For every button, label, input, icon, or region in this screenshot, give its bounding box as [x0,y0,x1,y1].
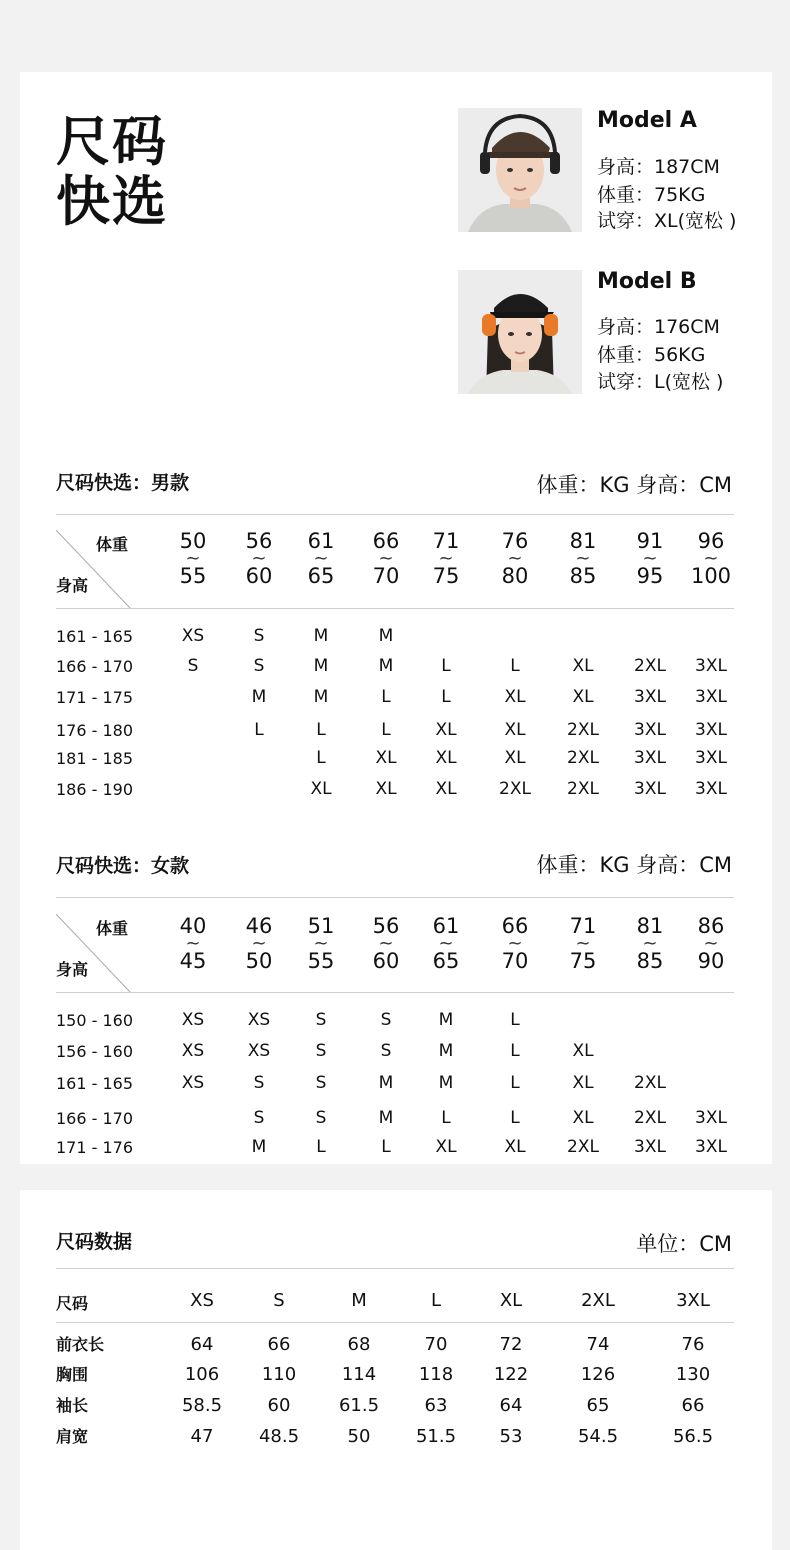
size-data-cell: 68 [347,1334,371,1355]
women-weight-axis-label: 体重 [96,919,129,938]
men-size-cell: 3XL [634,779,666,799]
size-data-cell: 63 [424,1395,448,1416]
size-data-cell: 70 [424,1334,448,1355]
women-size-cell: L [510,1108,520,1128]
men-weight-tilde: ~ [378,548,394,569]
men-weight-to: 80 [501,564,529,588]
men-size-cell: XL [310,779,332,799]
size-data-header: XL [499,1290,523,1311]
women-size-cell: L [381,1137,391,1157]
women-weight-to: 45 [179,949,207,973]
men-size-cell: XL [504,720,526,740]
model-b-portrait-icon [458,270,582,394]
men-size-cell: L [316,748,326,768]
men-weight-to: 95 [636,564,664,588]
women-weight-range [291,916,351,972]
men-weight-to: 100 [690,564,732,588]
women-size-cell: XL [572,1073,594,1093]
men-size-cell: M [313,656,329,676]
men-weight-to: 55 [179,564,207,588]
women-weight-tilde: ~ [507,933,523,954]
men-height-label: 166 - 170 [56,657,134,676]
women-weight-range [416,916,476,972]
men-size-cell: XS [181,626,205,646]
men-size-cell: M [378,656,394,676]
model-a-fit: 试穿：XL(宽松 ) [597,210,737,232]
size-data-cell: 58.5 [181,1395,223,1416]
women-size-cell: 3XL [695,1137,727,1157]
size-data-cell: 56.5 [672,1426,714,1447]
model-a-name: Model A [597,108,697,133]
women-size-cell: S [380,1041,392,1061]
size-data-row-label: 袖长 [56,1396,89,1415]
men-weight-range [229,531,289,587]
women-size-cell: S [253,1073,265,1093]
women-weight-to: 85 [636,949,664,973]
men-weight-from: 96 [697,529,725,553]
men-weight-to: 60 [245,564,273,588]
men-weight-tilde: ~ [251,548,267,569]
women-size-cell: L [510,1073,520,1093]
women-weight-from: 86 [697,914,725,938]
women-height-label: 166 - 170 [56,1109,134,1128]
size-data-top-rule [56,1268,734,1269]
men-size-cell: XL [375,779,397,799]
size-data-corner-label: 尺码 [56,1294,89,1313]
men-weight-range [485,531,545,587]
men-weight-to: 65 [307,564,335,588]
women-height-label: 161 - 165 [56,1074,134,1093]
women-header-rule [56,992,734,993]
men-top-rule [56,514,734,515]
women-height-label: 150 - 160 [56,1011,134,1030]
men-size-cell: L [381,687,391,707]
women-weight-tilde: ~ [313,933,329,954]
size-data-row-label: 肩宽 [56,1427,89,1446]
men-weight-to: 70 [372,564,400,588]
women-size-cell: S [253,1108,265,1128]
men-weight-to: 85 [569,564,597,588]
men-size-cell: 2XL [634,656,666,676]
women-size-cell: S [315,1073,327,1093]
women-weight-from: 56 [372,914,400,938]
women-size-cell: L [510,1010,520,1030]
men-size-cell: XL [435,748,457,768]
men-size-cell: L [254,720,264,740]
size-data-cell: 118 [418,1364,454,1385]
women-weight-range [553,916,613,972]
women-weight-from: 46 [245,914,273,938]
size-data-header: M [351,1290,367,1311]
model-b-height: 身高：176CM [597,316,720,338]
men-size-cell: M [313,687,329,707]
women-weight-from: 61 [432,914,460,938]
women-size-cell: 3XL [634,1137,666,1157]
women-size-cell: 2XL [634,1108,666,1128]
size-data-units: 单位：CM [636,1232,732,1256]
women-weight-to: 60 [372,949,400,973]
men-weight-tilde: ~ [703,548,719,569]
men-size-cell: 3XL [695,748,727,768]
women-weight-from: 81 [636,914,664,938]
women-weight-to: 90 [697,949,725,973]
men-height-label: 181 - 185 [56,749,134,768]
size-data-header: S [273,1290,285,1311]
women-size-cell: XS [247,1010,271,1030]
men-size-cell: 2XL [567,779,599,799]
men-size-cell: XL [572,656,594,676]
size-data-cell: 66 [267,1334,291,1355]
model-b-weight: 体重：56KG [597,344,706,366]
women-section-title: 尺码快选：女款 [56,855,190,877]
women-weight-tilde: ~ [438,933,454,954]
men-size-cell: S [253,626,265,646]
men-size-cell: L [510,656,520,676]
men-height-label: 171 - 175 [56,688,134,707]
men-weight-axis-label: 体重 [96,535,129,554]
men-size-cell: S [187,656,199,676]
men-size-cell: XL [375,748,397,768]
men-weight-range [681,531,741,587]
size-data-cell: 50 [347,1426,371,1447]
men-weight-from: 91 [636,529,664,553]
men-weight-range [291,531,351,587]
women-weight-tilde: ~ [642,933,658,954]
women-weight-tilde: ~ [703,933,719,954]
size-data-header: L [430,1290,442,1311]
size-data-cell: 106 [184,1364,220,1385]
men-weight-tilde: ~ [575,548,591,569]
women-weight-from: 51 [307,914,335,938]
men-size-cell: M [251,687,267,707]
men-size-cell: 3XL [634,687,666,707]
women-size-cell: M [378,1073,394,1093]
size-data-header: 2XL [581,1290,615,1311]
size-data-cell: 48.5 [258,1426,300,1447]
men-size-cell: XL [504,687,526,707]
women-weight-from: 71 [569,914,597,938]
men-weight-from: 76 [501,529,529,553]
model-b-fit: 试穿：L(宽松 ) [597,371,724,393]
women-size-cell: XL [435,1137,457,1157]
men-size-cell: XL [435,779,457,799]
men-section-title: 尺码快选：男款 [56,472,190,494]
size-data-row-label: 胸围 [56,1365,89,1384]
men-weight-from: 61 [307,529,335,553]
size-data-cell: 65 [586,1395,610,1416]
men-height-label: 161 - 165 [56,627,134,646]
size-data-cell: 126 [580,1364,616,1385]
men-size-cell: L [316,720,326,740]
men-weight-from: 71 [432,529,460,553]
women-size-cell: XS [181,1041,205,1061]
size-data-header: XS [190,1290,214,1311]
women-size-cell: S [315,1010,327,1030]
men-size-cell: 2XL [567,720,599,740]
men-size-cell: 2XL [567,748,599,768]
women-weight-range [620,916,680,972]
page-title: 尺码 快选 [56,110,168,233]
men-size-cell: 3XL [695,687,727,707]
women-size-cell: XS [181,1010,205,1030]
women-size-cell: XS [181,1073,205,1093]
men-size-cell: 3XL [695,779,727,799]
women-size-cell: M [438,1010,454,1030]
women-weight-range [485,916,545,972]
men-weight-tilde: ~ [313,548,329,569]
model-a-height: 身高：187CM [597,156,720,178]
men-size-cell: XL [435,720,457,740]
size-data-cell: 66 [681,1395,705,1416]
men-weight-range [163,531,223,587]
men-weight-tilde: ~ [438,548,454,569]
men-size-cell: L [441,687,451,707]
size-data-header-rule [56,1322,734,1323]
size-data-cell: 47 [190,1426,214,1447]
men-weight-tilde: ~ [507,548,523,569]
model-a-weight: 体重：75KG [597,184,706,206]
men-units: 体重：KG 身高：CM [536,473,732,497]
size-data-cell: 54.5 [577,1426,619,1447]
women-weight-to: 50 [245,949,273,973]
women-size-cell: L [510,1041,520,1061]
size-data-cell: 64 [499,1395,523,1416]
men-weight-from: 81 [569,529,597,553]
men-height-label: 176 - 180 [56,721,134,740]
women-size-cell: L [316,1137,326,1157]
men-weight-range [620,531,680,587]
women-units: 体重：KG 身高：CM [536,853,732,877]
women-weight-range [681,916,741,972]
men-height-axis-label: 身高 [56,576,89,595]
women-size-cell: XL [572,1108,594,1128]
size-guide-card [20,72,772,1164]
men-size-cell: 3XL [695,656,727,676]
size-data-cell: 60 [267,1395,291,1416]
men-size-cell: M [313,626,329,646]
men-weight-tilde: ~ [185,548,201,569]
women-height-label: 156 - 160 [56,1042,134,1061]
size-data-cell: 72 [499,1334,523,1355]
men-height-label: 186 - 190 [56,780,134,799]
men-size-cell: M [378,626,394,646]
men-size-cell: L [441,656,451,676]
men-weight-tilde: ~ [642,548,658,569]
women-weight-range [163,916,223,972]
size-data-cell: 76 [681,1334,705,1355]
women-height-label: 171 - 176 [56,1138,134,1157]
men-weight-from: 50 [179,529,207,553]
size-data-cell: 74 [586,1334,610,1355]
size-data-header: 3XL [676,1290,710,1311]
women-size-cell: 2XL [634,1073,666,1093]
size-data-cell: 130 [675,1364,711,1385]
men-weight-range [416,531,476,587]
men-weight-from: 56 [245,529,273,553]
women-height-axis-label: 身高 [56,960,89,979]
women-size-cell: S [380,1010,392,1030]
men-size-cell: XL [504,748,526,768]
women-weight-tilde: ~ [378,933,394,954]
men-weight-range [356,531,416,587]
size-data-cell: 110 [261,1364,297,1385]
women-weight-tilde: ~ [251,933,267,954]
men-weight-from: 66 [372,529,400,553]
model-b-name: Model B [597,269,697,294]
men-size-cell: 2XL [499,779,531,799]
men-weight-to: 75 [432,564,460,588]
size-data-cell: 122 [493,1364,529,1385]
size-data-cell: 51.5 [415,1426,457,1447]
men-size-cell: S [253,656,265,676]
model-a-portrait-icon [458,108,582,232]
women-weight-tilde: ~ [575,933,591,954]
men-size-cell: XL [572,687,594,707]
men-size-cell: 3XL [634,748,666,768]
women-size-cell: M [378,1108,394,1128]
women-size-cell: M [438,1073,454,1093]
women-size-cell: S [315,1108,327,1128]
size-data-cell: 61.5 [338,1395,380,1416]
women-size-cell: 3XL [695,1108,727,1128]
model-a-photo [458,108,582,232]
women-weight-to: 70 [501,949,529,973]
women-size-cell: M [438,1041,454,1061]
men-size-cell: L [381,720,391,740]
women-weight-tilde: ~ [185,933,201,954]
women-size-cell: XS [247,1041,271,1061]
women-weight-range [229,916,289,972]
size-data-cell: 53 [499,1426,523,1447]
women-weight-range [356,916,416,972]
women-weight-to: 55 [307,949,335,973]
men-weight-range [553,531,613,587]
size-data-title: 尺码数据 [56,1231,133,1253]
men-size-cell: 3XL [695,720,727,740]
women-size-cell: XL [572,1041,594,1061]
women-size-cell: XL [504,1137,526,1157]
women-size-cell: L [441,1108,451,1128]
women-weight-from: 66 [501,914,529,938]
women-size-cell: S [315,1041,327,1061]
women-weight-to: 75 [569,949,597,973]
size-data-cell: 114 [341,1364,377,1385]
women-size-cell: M [251,1137,267,1157]
size-data-cell: 64 [190,1334,214,1355]
men-header-rule [56,608,734,609]
model-b-photo [458,270,582,394]
size-data-row-label: 前衣长 [56,1335,105,1354]
women-top-rule [56,897,734,898]
women-weight-from: 40 [179,914,207,938]
women-weight-to: 65 [432,949,460,973]
men-size-cell: 3XL [634,720,666,740]
women-size-cell: 2XL [567,1137,599,1157]
